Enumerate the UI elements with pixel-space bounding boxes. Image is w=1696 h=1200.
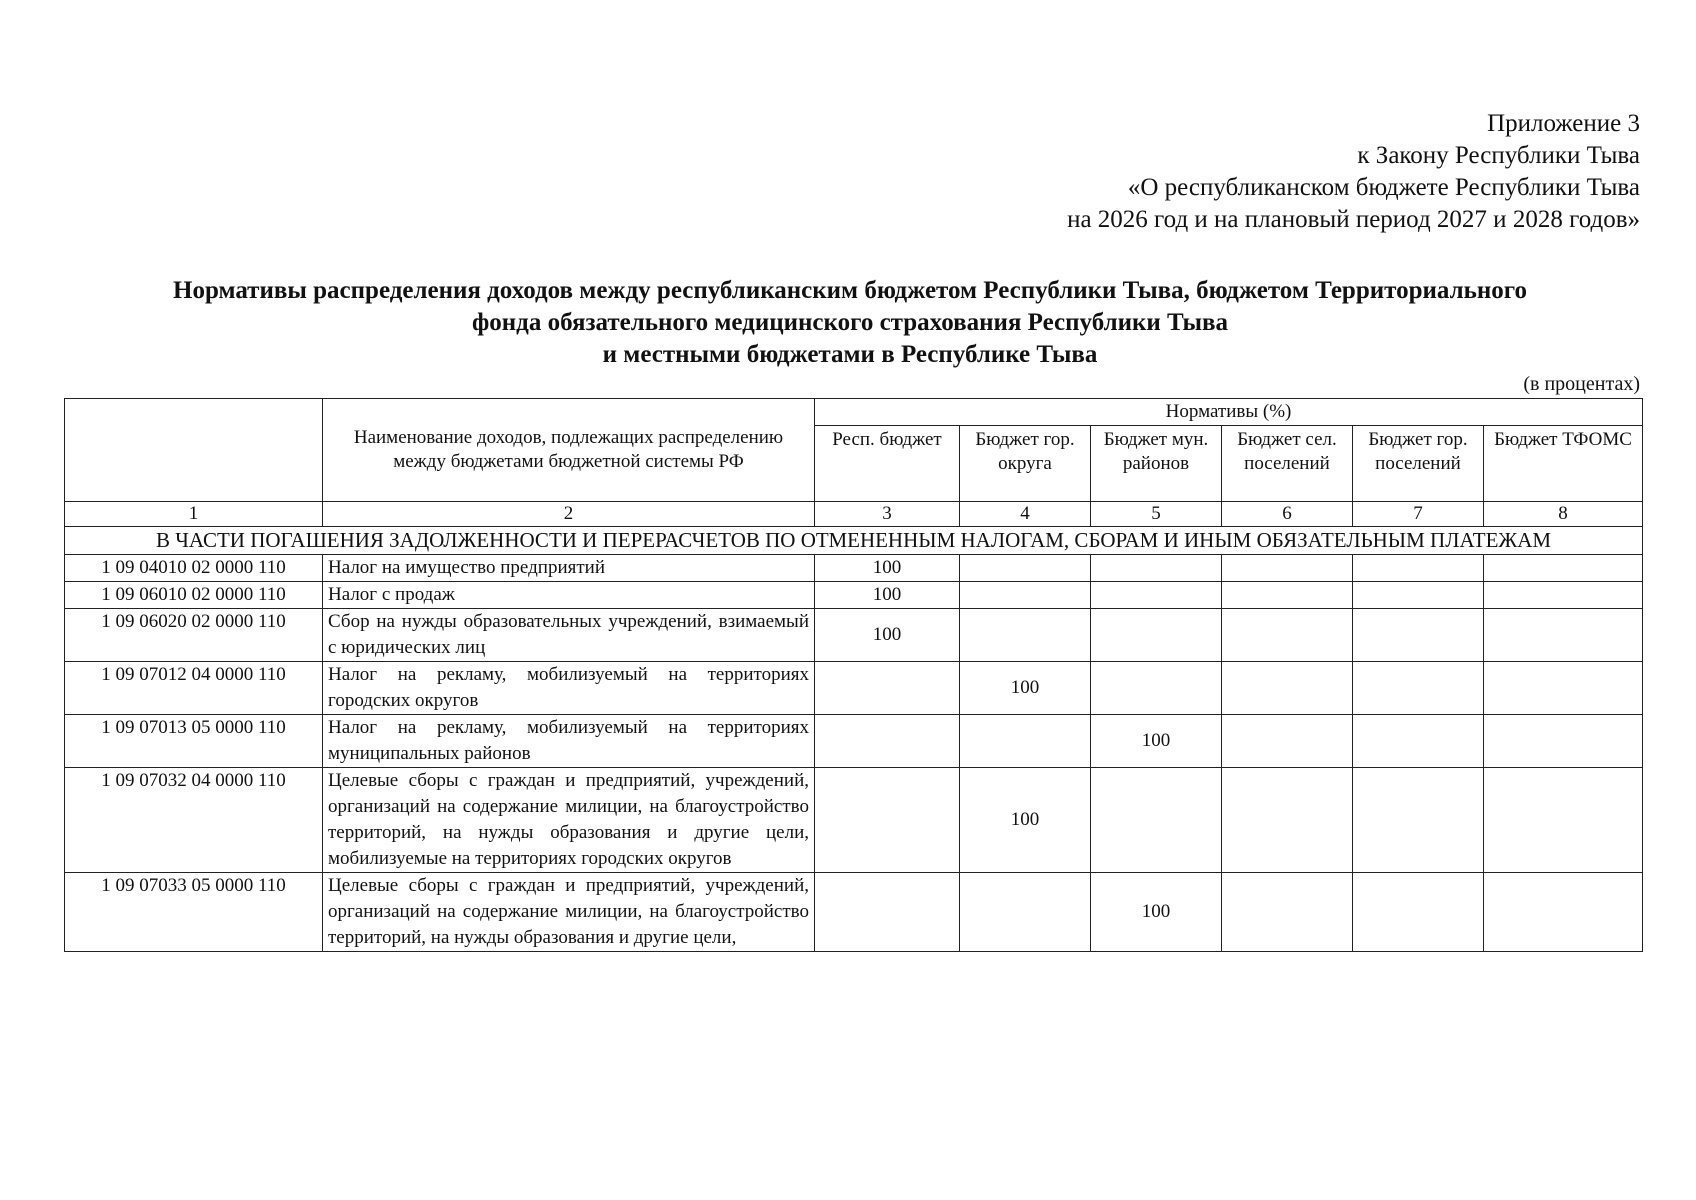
revenue-code: 1 09 07012 04 0000 110 [65, 662, 323, 715]
value-city-budget [960, 873, 1091, 952]
header-col-mun-budget: Бюджет мун. районов [1091, 426, 1222, 502]
header-col-tfoms-budget: Бюджет ТФОМС [1484, 426, 1643, 502]
value-rural-budget [1222, 582, 1353, 609]
units-label: (в процентах) [1523, 373, 1640, 395]
appendix-line: «О республиканском бюджете Республики Тыва [1127, 174, 1640, 201]
revenue-code: 1 09 06010 02 0000 110 [65, 582, 323, 609]
column-number: 3 [815, 502, 960, 527]
table-row [65, 609, 1643, 662]
value-town-budget [1353, 715, 1484, 768]
value-mun-budget [1091, 662, 1222, 715]
value-mun-budget [1091, 768, 1222, 873]
header-col-rural-budget: Бюджет сел. поселений [1222, 426, 1353, 502]
value-rural-budget [1222, 768, 1353, 873]
value-city-budget [960, 555, 1091, 582]
value-town-budget [1353, 555, 1484, 582]
appendix-line: на 2026 год и на плановый период 2027 и 2028 годов» [1067, 206, 1640, 233]
value-city-budget [960, 609, 1091, 662]
value-rural-budget [1222, 662, 1353, 715]
value-tfoms-budget [1484, 715, 1643, 768]
header-col-town-budget: Бюджет гор. поселений [1353, 426, 1484, 502]
value-mun-budget: 100 [1091, 715, 1222, 768]
section-heading: В ЧАСТИ ПОГАШЕНИЯ ЗАДОЛЖЕННОСТИ И ПЕРЕРАСЧЕТОВ ПО ОТМЕНЕННЫМ НАЛОГАМ, СБОРАМ И ИНЫМ ОБЯЗАТЕЛЬНЫМ ПЛАТЕЖАМ [65, 527, 1643, 555]
table-row [65, 873, 1643, 952]
appendix-line: Приложение 3 [1487, 110, 1640, 137]
value-town-budget [1353, 873, 1484, 952]
revenue-name: Налог на рекламу, мобилизуемый на территориях городских округов [323, 662, 815, 715]
table-row [65, 555, 1643, 582]
value-tfoms-budget [1484, 555, 1643, 582]
value-rep-budget: 100 [815, 582, 960, 609]
value-city-budget: 100 [960, 768, 1091, 873]
value-rural-budget [1222, 715, 1353, 768]
appendix-note [1067, 108, 1640, 236]
title-line: и местными бюджетами в Республике Тыва [602, 341, 1098, 368]
value-town-budget [1353, 582, 1484, 609]
value-mun-budget [1091, 609, 1222, 662]
column-number: 4 [960, 502, 1091, 527]
column-number: 2 [323, 502, 815, 527]
revenue-code: 1 09 04010 02 0000 110 [65, 555, 323, 582]
appendix-line: к Закону Республики Тыва [1357, 142, 1640, 169]
header-code-cell [65, 399, 323, 502]
header-col-rep-budget: Респ. бюджет [815, 426, 960, 502]
title-line: фонда обязательного медицинского страхования Республики Тыва [471, 309, 1229, 336]
value-rural-budget [1222, 609, 1353, 662]
value-tfoms-budget [1484, 582, 1643, 609]
revenue-code: 1 09 07033 05 0000 110 [65, 873, 323, 952]
table-row [65, 715, 1643, 768]
value-town-budget [1353, 609, 1484, 662]
document-title [60, 275, 1640, 371]
column-number: 1 [65, 502, 323, 527]
header-name-cell: Наименование доходов, подлежащих распределению между бюджетами бюджетной системы РФ [323, 399, 815, 502]
value-town-budget [1353, 662, 1484, 715]
header-row-group [65, 399, 1643, 426]
revenue-name: Целевые сборы с граждан и предприятий, учреждений, организаций на содержание милиции, на благоустройство территорий, на нужды образования и другие цели, [323, 873, 815, 952]
value-rep-budget [815, 715, 960, 768]
table-row [65, 582, 1643, 609]
value-rep-budget: 100 [815, 555, 960, 582]
value-tfoms-budget [1484, 768, 1643, 873]
value-city-budget [960, 715, 1091, 768]
revenue-code: 1 09 07032 04 0000 110 [65, 768, 323, 873]
header-col-city-budget: Бюджет гор. округа [960, 426, 1091, 502]
distribution-table [64, 398, 1643, 952]
column-number: 5 [1091, 502, 1222, 527]
value-rep-budget [815, 662, 960, 715]
value-rep-budget: 100 [815, 609, 960, 662]
revenue-name: Целевые сборы с граждан и предприятий, учреждений, организаций на содержание милиции, на благоустройство территорий, на нужды образования и другие цели, мобилизуемые на территориях городских округов [323, 768, 815, 873]
revenue-name: Налог на имущество предприятий [323, 555, 815, 582]
value-city-budget: 100 [960, 662, 1091, 715]
value-mun-budget: 100 [1091, 873, 1222, 952]
value-rural-budget [1222, 555, 1353, 582]
revenue-name: Сбор на нужды образовательных учреждений, взимаемый с юридических лиц [323, 609, 815, 662]
column-numbers-row [65, 502, 1643, 527]
value-town-budget [1353, 768, 1484, 873]
column-number: 7 [1353, 502, 1484, 527]
revenue-code: 1 09 06020 02 0000 110 [65, 609, 323, 662]
value-mun-budget [1091, 582, 1222, 609]
revenue-name: Налог на рекламу, мобилизуемый на территориях муниципальных районов [323, 715, 815, 768]
value-tfoms-budget [1484, 662, 1643, 715]
value-rep-budget [815, 873, 960, 952]
column-number: 6 [1222, 502, 1353, 527]
table-row [65, 768, 1643, 873]
value-city-budget [960, 582, 1091, 609]
value-rep-budget [815, 768, 960, 873]
value-tfoms-budget [1484, 609, 1643, 662]
revenue-name: Налог с продаж [323, 582, 815, 609]
table-row [65, 662, 1643, 715]
revenue-code: 1 09 07013 05 0000 110 [65, 715, 323, 768]
value-mun-budget [1091, 555, 1222, 582]
section-row [65, 527, 1643, 555]
header-normatives-group: Нормативы (%) [815, 399, 1643, 426]
column-number: 8 [1484, 502, 1643, 527]
title-line: Нормативы распределения доходов между республиканским бюджетом Республики Тыва, бюджетом Территориального [173, 277, 1527, 304]
value-rural-budget [1222, 873, 1353, 952]
value-tfoms-budget [1484, 873, 1643, 952]
